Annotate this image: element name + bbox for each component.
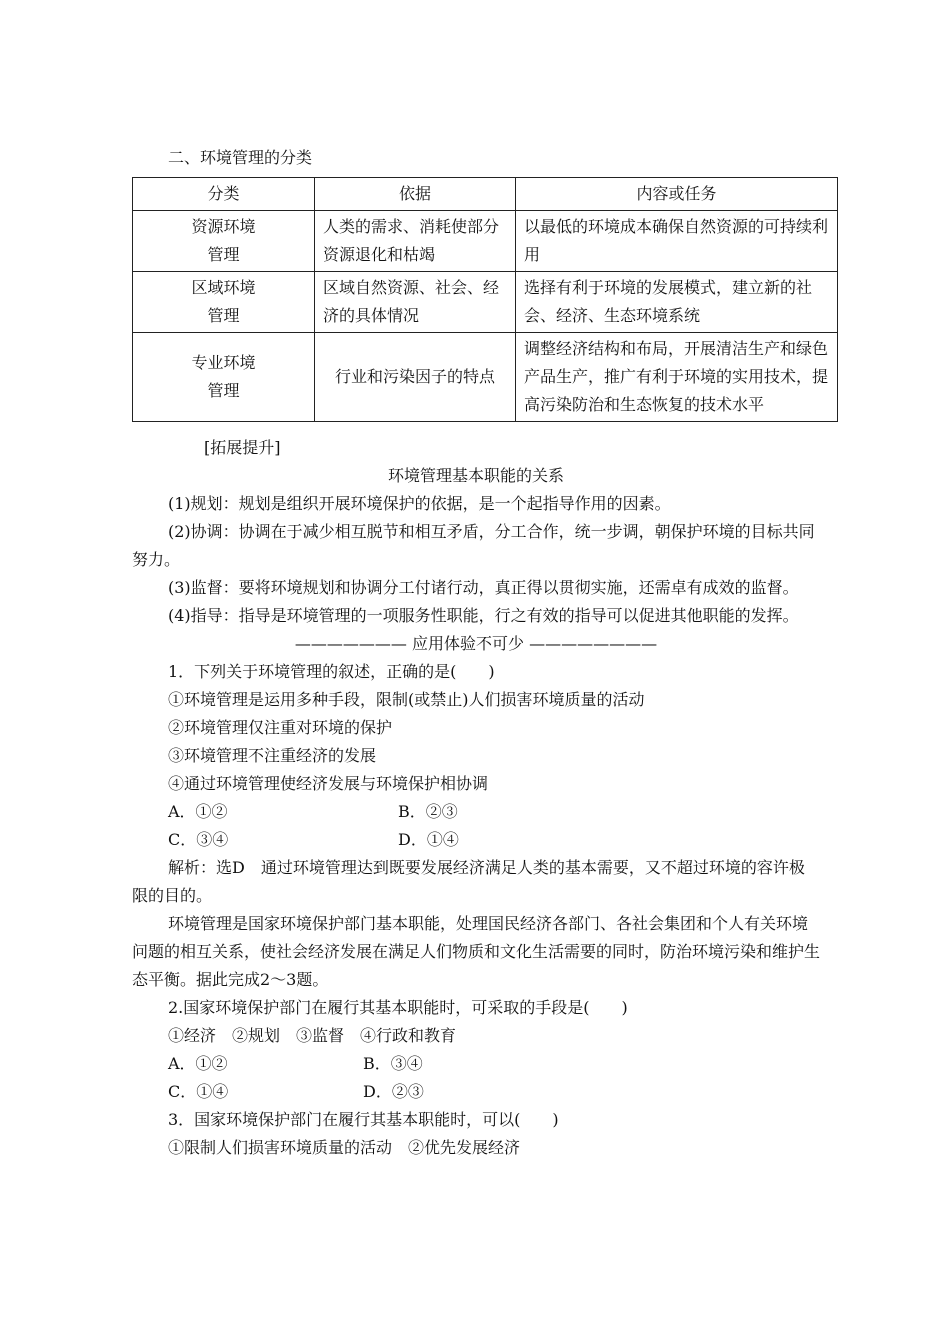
analysis-text: 解析：选D 通过环境管理达到既要发展经济满足人类的基本需要，又不超过环境的容许极限的目的。 [132, 858, 805, 905]
question-statement: ①经济 ②规划 ③监督 ④行政和教育 [168, 1026, 457, 1045]
question-statement: ③环境管理不注重经济的发展 [168, 746, 377, 765]
expand-item: (2)协调：协调在于减少相互脱节和相互矛盾，分工合作，统一步调，朝保护环境的目标共同努力。 [132, 522, 815, 569]
category-line: 管理 [207, 306, 240, 325]
section-divider: ——————— 应用体验不可少 ———————— [294, 634, 658, 653]
options-row [132, 1078, 820, 1106]
question-statement: ②环境管理仅注重对环境的保护 [168, 718, 393, 737]
option-d: D．②③ [363, 1082, 424, 1101]
table-row [133, 272, 838, 333]
basis-cell: 行业和污染因子的特点 [315, 333, 516, 422]
question-statement: ④通过环境管理使经济发展与环境保护相协调 [168, 774, 489, 793]
question-statement: ①限制人们损害环境质量的活动 ②优先发展经济 [168, 1138, 521, 1157]
question-stem: 3．国家环境保护部门在履行其基本职能时，可以( ) [168, 1110, 559, 1129]
options-row [132, 798, 820, 826]
table-header-row [133, 178, 838, 211]
option-c: C．③④ [168, 830, 229, 849]
category-line: 专业环境 [191, 353, 256, 372]
task-cell: 调整经济结构和布局，开展清洁生产和绿色产品生产，推广有利于环境的实用技术，提高污染防治和生态恢复的技术水平 [516, 333, 838, 422]
question-stem: 2.国家环境保护部门在履行其基本职能时，可采取的手段是( ) [168, 998, 628, 1017]
table-row [133, 333, 838, 422]
expand-item: (4)指导：指导是环境管理的一项服务性职能，行之有效的指导可以促进其他职能的发挥。 [168, 606, 799, 625]
section-title: 二、环境管理的分类 [168, 148, 313, 167]
header-task: 内容或任务 [516, 178, 838, 211]
category-cell [133, 211, 315, 272]
basis-cell: 人类的需求、消耗使部分资源退化和枯竭 [315, 211, 516, 272]
expand-item: (3)监督：要将环境规划和协调分工付诸行动，真正得以贯彻实施，还需卓有成效的监督。 [168, 578, 799, 597]
option-b: B．③④ [363, 1054, 423, 1073]
table-row [133, 211, 838, 272]
classification-table [132, 177, 838, 422]
task-cell: 选择有利于环境的发展模式，建立新的社会、经济、生态环境系统 [516, 272, 838, 333]
option-c: C．①④ [168, 1082, 229, 1101]
header-category: 分类 [133, 178, 315, 211]
category-line: 管理 [207, 381, 240, 400]
expand-title: 环境管理基本职能的关系 [387, 466, 564, 485]
option-d: D．①④ [398, 830, 459, 849]
header-basis: 依据 [315, 178, 516, 211]
category-cell [133, 272, 315, 333]
category-line: 管理 [207, 245, 240, 264]
question-statement: ①环境管理是运用多种手段，限制(或禁止)人们损害环境质量的活动 [168, 690, 645, 709]
basis-cell: 区域自然资源、社会、经济的具体情况 [315, 272, 516, 333]
category-line: 区域环境 [191, 278, 256, 297]
category-cell [133, 333, 315, 422]
body-text [132, 434, 820, 1162]
options-row [132, 1050, 820, 1078]
question-stem: 1．下列关于环境管理的叙述，正确的是( ) [168, 662, 495, 681]
passage-text: 环境管理是国家环境保护部门基本职能，处理国民经济各部门、各社会集团和个人有关环境问题的相互关系，使社会经济发展在满足人们物质和文化生活需要的同时，防治环境污染和维护生态平衡。据此完成2～3题。 [132, 914, 821, 989]
task-cell: 以最低的环境成本确保自然资源的可持续利用 [516, 211, 838, 272]
expand-tag: [拓展提升] [204, 438, 281, 457]
option-b: B．②③ [398, 802, 458, 821]
expand-item: (1)规划：规划是组织开展环境保护的依据，是一个起指导作用的因素。 [168, 494, 671, 513]
option-a: A．①② [168, 1054, 228, 1073]
option-a: A．①② [168, 802, 228, 821]
options-row [132, 826, 820, 854]
category-line: 资源环境 [191, 217, 256, 236]
